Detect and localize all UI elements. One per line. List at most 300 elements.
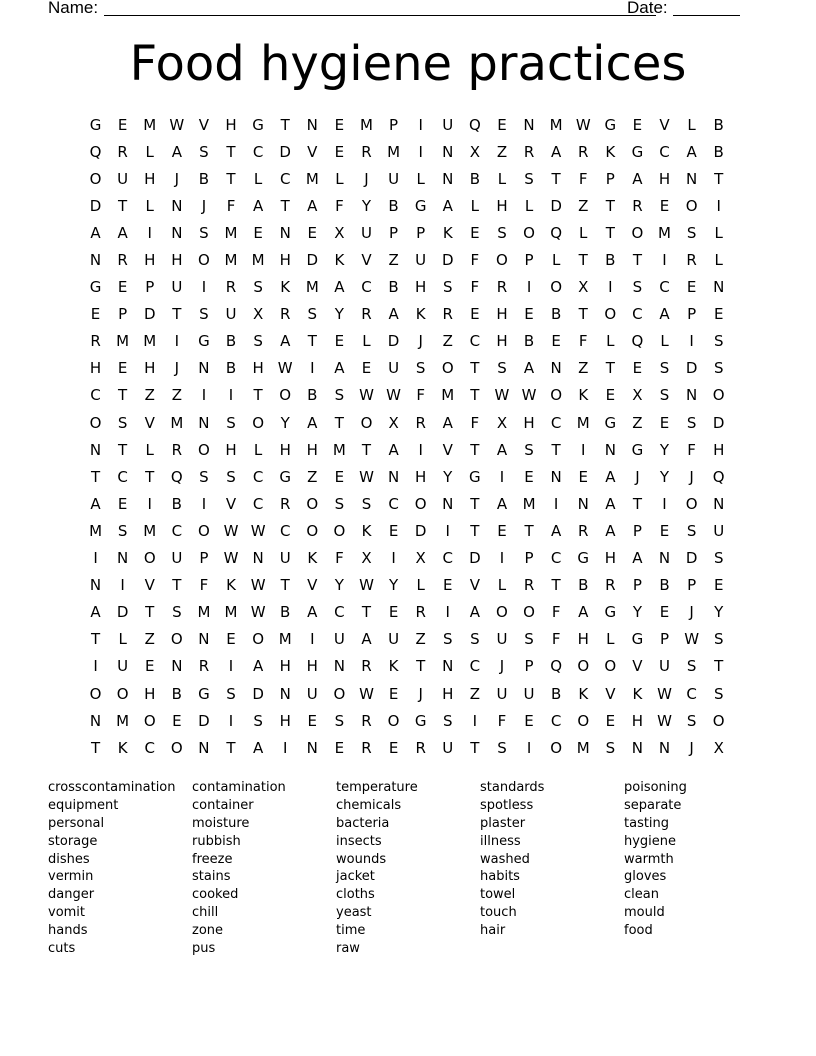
grid-letter: Y (334, 305, 344, 324)
word-item: bacteria (336, 815, 390, 831)
grid-letter: S (443, 630, 453, 649)
grid-letter: I (120, 576, 125, 595)
grid-letter: O (279, 386, 292, 405)
grid-letter: H (279, 251, 291, 270)
grid-letter: Y (280, 413, 290, 432)
grid-letter: O (523, 603, 535, 622)
grid-letter: T (605, 359, 615, 378)
grid-letter: E (388, 603, 399, 622)
grid-letter: J (418, 332, 423, 351)
grid-letter: N (685, 169, 698, 188)
grid-letter: O (89, 684, 102, 703)
grid-letter: R (415, 413, 426, 432)
grid-letter: E (578, 467, 588, 486)
grid-letter: P (524, 251, 534, 270)
grid-letter: I (201, 386, 207, 405)
grid-letter: Y (659, 440, 670, 459)
grid-letter: I (201, 278, 207, 297)
grid-letter: A (307, 196, 318, 215)
grid-letter: C (442, 549, 453, 568)
word-item: warmth (624, 851, 674, 867)
grid-letter: T (470, 738, 480, 757)
grid-letter: W (657, 684, 672, 703)
grid-letter: M (332, 440, 346, 459)
grid-letter: X (252, 305, 264, 324)
grid-letter: A (496, 440, 508, 459)
grid-letter: T (551, 576, 561, 595)
grid-letter: Z (144, 630, 155, 649)
grid-letter: M (360, 115, 373, 134)
date-field-line[interactable] (673, 0, 740, 16)
grid-letter: T (470, 386, 480, 405)
grid-letter: S (470, 630, 480, 649)
grid-letter: M (116, 711, 130, 730)
grid-letter: I (716, 196, 721, 215)
grid-letter: L (579, 223, 588, 242)
grid-letter: R (198, 657, 210, 676)
grid-letter: H (171, 251, 183, 270)
grid-letter: G (631, 142, 644, 161)
grid-letter: B (659, 576, 670, 595)
word-item: illness (480, 833, 521, 849)
grid-letter: F (335, 549, 344, 568)
grid-letter: V (198, 115, 210, 134)
word-item: dishes (48, 851, 90, 867)
grid-letter: H (604, 549, 616, 568)
grid-letter: O (685, 196, 698, 215)
grid-letter: U (171, 278, 183, 297)
grid-letter: C (117, 467, 128, 486)
grid-letter: O (387, 711, 400, 730)
grid-letter: M (224, 251, 238, 270)
grid-letter: D (252, 684, 264, 703)
grid-letter: B (307, 386, 318, 405)
grid-letter: E (470, 223, 480, 242)
word-item: yeast (336, 905, 372, 921)
grid-letter: O (360, 413, 373, 432)
grid-letter: I (472, 711, 478, 730)
grid-letter: L (253, 440, 263, 459)
grid-letter: N (171, 196, 183, 215)
word-item: wounds (336, 851, 387, 867)
grid-letter: M (116, 332, 130, 351)
grid-letter: F (687, 440, 696, 459)
grid-letter: S (253, 332, 263, 351)
grid-letter: O (550, 386, 563, 405)
grid-letter: O (631, 223, 644, 242)
header (48, 0, 748, 21)
grid-letter: J (174, 359, 180, 378)
grid-letter: A (307, 603, 318, 622)
grid-letter: T (118, 386, 128, 405)
word-item: hands (48, 923, 88, 939)
grid-letter: L (470, 196, 480, 215)
grid-letter: C (144, 738, 155, 757)
grid-letter: C (388, 494, 399, 513)
grid-letter: L (606, 630, 615, 649)
grid-letter: Q (550, 657, 563, 676)
grid-letter: L (253, 169, 263, 188)
grid-letter: E (117, 359, 128, 378)
grid-letter: L (497, 169, 507, 188)
name-field-line[interactable] (104, 0, 656, 16)
grid-letter: U (496, 630, 508, 649)
grid-letter: I (499, 467, 505, 486)
grid-letter: C (632, 305, 643, 324)
grid-letter: U (225, 305, 237, 324)
grid-letter: E (524, 711, 534, 730)
grid-letter: E (307, 223, 318, 242)
grid-letter: W (359, 684, 374, 703)
grid-letter: W (359, 467, 374, 486)
grid-letter: L (145, 142, 154, 161)
grid-letter: N (171, 223, 183, 242)
grid-letter: R (225, 278, 237, 297)
grid-letter: R (523, 576, 535, 595)
grid-letter: N (387, 467, 400, 486)
grid-letter: Q (631, 332, 644, 351)
grid-letter: T (118, 196, 128, 215)
grid-letter: D (414, 521, 427, 540)
grid-letter: O (685, 494, 698, 513)
grid-letter: A (686, 142, 697, 161)
word-list (48, 779, 788, 958)
grid-letter: E (334, 332, 345, 351)
grid-letter: R (361, 711, 372, 730)
grid-letter: Z (578, 359, 589, 378)
grid-letter: J (418, 684, 423, 703)
grid-letter: W (359, 576, 374, 595)
grid-letter: H (306, 440, 318, 459)
grid-letter: A (90, 603, 101, 622)
grid-letter: G (604, 603, 617, 622)
grid-letter: C (171, 521, 183, 540)
word-item: vermin (48, 869, 94, 885)
grid-letter: H (144, 169, 156, 188)
grid-letter: U (333, 630, 345, 649)
grid-letter: U (360, 223, 372, 242)
grid-letter: O (496, 603, 508, 622)
grid-letter: T (551, 169, 561, 188)
grid-letter: L (524, 196, 534, 215)
grid-letter: P (199, 549, 209, 568)
grid-letter: S (713, 630, 724, 649)
grid-letter: S (659, 359, 670, 378)
grid-letter: U (388, 630, 400, 649)
grid-letter: H (523, 413, 535, 432)
grid-letter: N (442, 657, 454, 676)
grid-letter: A (388, 305, 399, 324)
grid-letter: S (524, 630, 534, 649)
word-column (624, 779, 768, 958)
grid-letter: R (578, 142, 589, 161)
grid-letter: A (523, 359, 535, 378)
grid-letter: I (418, 115, 423, 134)
grid-letter: U (117, 657, 129, 676)
grid-letter: H (252, 359, 264, 378)
grid-letter: E (388, 521, 399, 540)
grid-letter: H (279, 440, 291, 459)
grid-letter: T (145, 603, 155, 622)
grid-letter: B (171, 684, 182, 703)
grid-letter: A (605, 521, 616, 540)
grid-letter: M (143, 115, 157, 134)
grid-letter: C (252, 494, 264, 513)
word-item: rubbish (192, 833, 241, 849)
grid-letter: Y (388, 576, 399, 595)
grid-letter: O (89, 169, 102, 188)
grid-letter: A (90, 494, 101, 513)
grid-letter: N (306, 738, 318, 757)
grid-letter: W (250, 576, 266, 595)
grid-letter: Z (496, 142, 508, 161)
grid-letter: M (305, 169, 319, 188)
grid-letter: A (442, 196, 453, 215)
grid-letter: M (224, 603, 238, 622)
grid-letter: D (469, 549, 481, 568)
grid-letter: M (658, 223, 671, 242)
grid-letter: F (470, 413, 480, 432)
grid-letter: S (713, 359, 724, 378)
grid-letter: S (686, 657, 697, 676)
grid-letter: O (496, 251, 508, 270)
grid-letter: A (469, 603, 480, 622)
grid-letter: A (307, 413, 318, 432)
grid-letter: E (551, 332, 561, 351)
grid-letter: N (279, 223, 291, 242)
grid-letter: J (635, 467, 640, 486)
grid-letter: B (578, 576, 589, 595)
grid-letter: D (89, 196, 102, 215)
grid-letter: T (470, 359, 480, 378)
grid-letter: B (550, 305, 562, 324)
grid-letter: X (361, 549, 372, 568)
grid-letter: H (658, 169, 671, 188)
grid-letter: E (253, 223, 263, 242)
grid-letter: H (415, 467, 427, 486)
grid-letter: T (226, 738, 236, 757)
grid-letter: E (659, 196, 670, 215)
grid-letter: N (306, 115, 318, 134)
grid-letter: P (659, 630, 670, 649)
grid-letter: N (89, 440, 102, 459)
grid-letter: A (388, 440, 399, 459)
grid-letter: W (386, 386, 401, 405)
grid-letter: Q (550, 223, 563, 242)
grid-letter: P (416, 223, 426, 242)
grid-letter: L (660, 332, 669, 351)
grid-letter: E (713, 576, 724, 595)
grid-letter: B (280, 603, 291, 622)
grid-letter: S (199, 223, 209, 242)
grid-letter: Y (714, 603, 724, 622)
grid-letter: U (279, 549, 291, 568)
grid-letter: B (225, 332, 237, 351)
grid-letter: O (577, 711, 590, 730)
grid-letter: N (198, 738, 210, 757)
grid-letter: V (144, 576, 155, 595)
grid-letter: P (524, 549, 534, 568)
grid-letter: Y (632, 603, 642, 622)
grid-letter: I (662, 251, 667, 270)
word-item: separate (624, 797, 682, 813)
grid-letter: A (334, 278, 345, 297)
grid-letter: T (361, 440, 372, 459)
grid-letter: K (280, 278, 291, 297)
word-item: habits (480, 869, 520, 885)
grid-letter: F (578, 169, 588, 188)
grid-letter: K (117, 738, 128, 757)
grid-letter: F (497, 711, 507, 730)
grid-letter: O (198, 251, 210, 270)
grid-letter: N (333, 657, 345, 676)
grid-letter: L (687, 115, 696, 134)
grid-letter: Z (469, 684, 480, 703)
grid-letter: I (553, 494, 559, 513)
grid-letter: O (712, 386, 725, 405)
grid-letter: S (713, 549, 724, 568)
grid-letter: T (605, 223, 615, 242)
grid-letter: I (445, 521, 450, 540)
grid-letter: T (280, 115, 290, 134)
grid-letter: O (198, 440, 210, 459)
grid-letter: V (225, 494, 237, 513)
grid-letter: D (306, 251, 319, 270)
grid-letter: W (657, 711, 672, 730)
grid-letter: I (93, 657, 98, 676)
word-column (480, 779, 624, 958)
grid-letter: C (361, 278, 372, 297)
grid-letter: W (521, 386, 537, 405)
grid-letter: J (364, 169, 369, 188)
grid-letter: S (253, 278, 263, 297)
word-item: tasting (624, 815, 670, 831)
grid-letter: Z (388, 251, 399, 270)
grid-letter: U (306, 684, 318, 703)
grid-letter: I (93, 549, 98, 568)
grid-letter: R (361, 142, 372, 161)
word-item: hygiene (624, 833, 677, 849)
grid-letter: R (523, 142, 535, 161)
grid-letter: G (469, 467, 481, 486)
grid-letter: I (174, 332, 180, 351)
grid-letter: A (496, 494, 508, 513)
grid-letter: P (687, 576, 697, 595)
grid-letter: T (578, 305, 588, 324)
grid-letter: S (226, 413, 236, 432)
grid-letter: N (550, 467, 562, 486)
grid-letter: R (415, 603, 426, 622)
grid-letter: E (686, 278, 697, 297)
word-item: chill (192, 905, 219, 921)
grid-letter: L (416, 576, 425, 595)
grid-letter: O (604, 657, 617, 676)
grid-letter: Y (443, 467, 453, 486)
grid-letter: V (361, 251, 372, 270)
grid-letter: V (442, 440, 453, 459)
grid-letter: A (605, 494, 616, 513)
grid-letter: I (445, 603, 450, 622)
grid-letter: X (632, 386, 643, 405)
grid-letter: I (282, 738, 288, 757)
grid-letter: Q (170, 467, 183, 486)
grid-letter: H (306, 657, 318, 676)
grid-letter: V (632, 657, 643, 676)
grid-letter: T (470, 440, 480, 459)
grid-letter: I (391, 549, 396, 568)
grid-letter: O (306, 494, 319, 513)
grid-letter: Y (334, 576, 344, 595)
grid-letter: A (551, 521, 562, 540)
word-item: zone (192, 923, 224, 939)
grid-letter: I (608, 278, 613, 297)
grid-letter: P (389, 223, 399, 242)
grid-letter: L (145, 440, 154, 459)
grid-letter: R (117, 142, 128, 161)
grid-letter: Q (468, 115, 481, 134)
grid-letter: D (685, 549, 698, 568)
grid-letter: H (713, 440, 725, 459)
grid-letter: S (659, 386, 670, 405)
grid-letter: S (632, 278, 643, 297)
grid-letter: N (577, 494, 589, 513)
grid-letter: M (522, 494, 536, 513)
grid-letter: I (526, 738, 532, 757)
grid-letter: V (659, 115, 670, 134)
grid-letter: V (307, 142, 318, 161)
word-item: cuts (48, 941, 76, 957)
grid-letter: S (334, 711, 345, 730)
grid-letter: I (201, 494, 207, 513)
grid-letter: C (90, 386, 101, 405)
grid-letter: U (713, 521, 725, 540)
grid-letter: R (686, 251, 697, 270)
grid-letter: I (662, 494, 667, 513)
grid-letter: T (524, 521, 534, 540)
grid-letter: M (441, 386, 455, 405)
grid-letter: Q (712, 467, 725, 486)
grid-letter: O (550, 738, 563, 757)
grid-letter: U (117, 169, 129, 188)
grid-letter: K (307, 549, 318, 568)
grid-letter: D (279, 142, 291, 161)
grid-letter: E (388, 684, 399, 703)
grid-letter: I (228, 711, 234, 730)
grid-letter: S (497, 738, 507, 757)
grid-letter: E (605, 711, 616, 730)
grid-letter: R (361, 738, 372, 757)
grid-letter: N (523, 115, 535, 134)
grid-letter: L (335, 169, 344, 188)
grid-letter: T (470, 494, 480, 513)
grid-letter: M (143, 332, 157, 351)
grid-letter: G (279, 467, 292, 486)
grid-letter: U (388, 169, 400, 188)
word-item: stains (192, 869, 231, 885)
word-item: danger (48, 887, 95, 903)
grid-letter: T (361, 603, 372, 622)
grid-letter: H (279, 711, 291, 730)
grid-letter: V (469, 576, 480, 595)
grid-letter: O (198, 521, 210, 540)
grid-letter: O (333, 684, 346, 703)
grid-letter: Y (361, 196, 372, 215)
grid-letter: F (551, 603, 561, 622)
grid-letter: G (604, 413, 617, 432)
grid-letter: W (223, 549, 239, 568)
grid-letter: B (713, 142, 724, 161)
grid-letter: V (605, 684, 616, 703)
